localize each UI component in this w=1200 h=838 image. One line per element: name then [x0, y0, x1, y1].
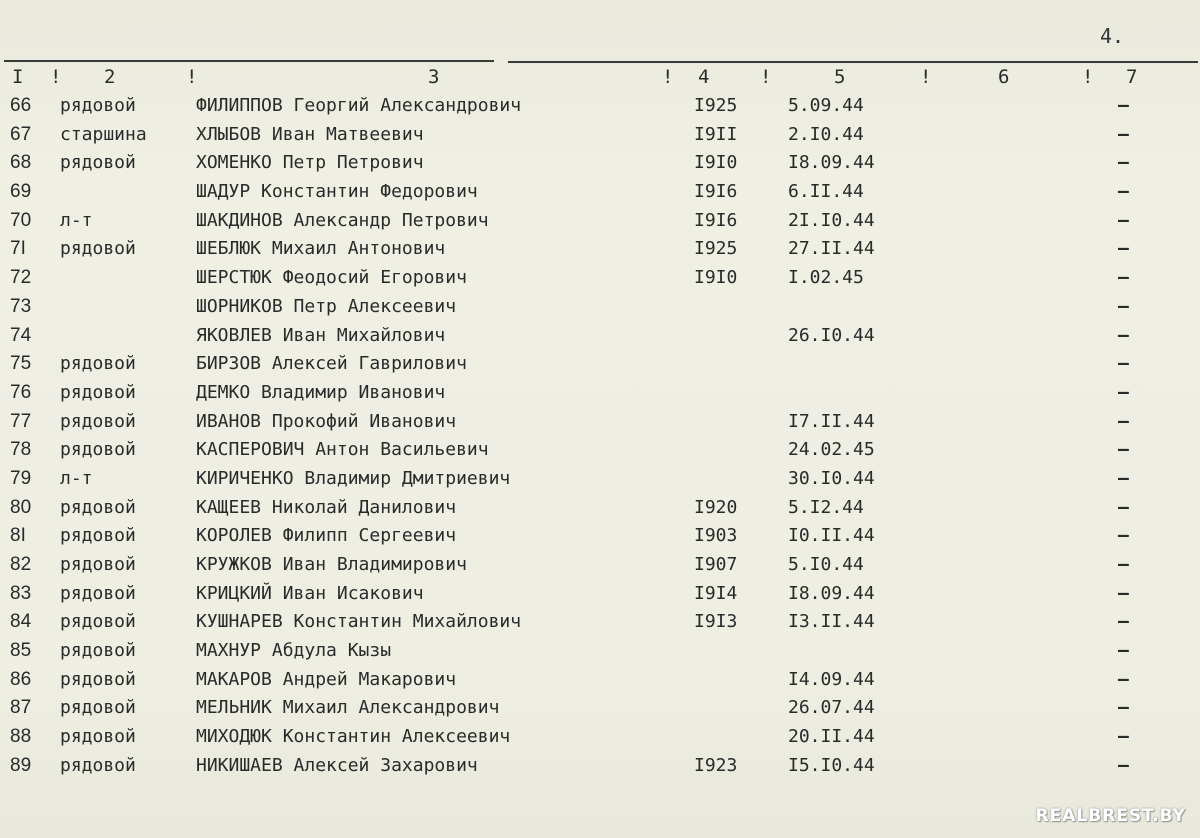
- rank-cell: рядовой: [60, 668, 136, 690]
- date-cell: 30.I0.44: [788, 467, 875, 489]
- name-cell: ШАКДИНОВ Александр Петрович: [196, 209, 489, 231]
- row-number: 68: [10, 152, 32, 174]
- table-row: [0, 637, 1200, 666]
- date-cell: 24.02.45: [788, 439, 875, 461]
- name-cell: ШАДУР Константин Федорович: [196, 181, 478, 203]
- row-number: 7I: [10, 238, 26, 260]
- row-number: 73: [10, 295, 32, 317]
- column7-cell: –: [1118, 267, 1129, 289]
- rank-cell: старшина: [60, 123, 147, 145]
- birth-year-cell: I907: [694, 554, 738, 575]
- row-number: 79: [10, 467, 32, 489]
- column-separator: !: [1082, 66, 1094, 88]
- name-cell: МАХНУР Абдула Кызы: [196, 640, 392, 662]
- rank-cell: рядовой: [60, 611, 136, 633]
- row-number: 83: [10, 582, 32, 604]
- rank-cell: рядовой: [60, 525, 136, 547]
- birth-year-cell: I9II: [694, 123, 738, 145]
- rank-cell: л-т: [60, 467, 93, 489]
- column7-cell: –: [1118, 582, 1129, 604]
- column7-cell: –: [1118, 554, 1129, 575]
- row-number: 74: [10, 324, 32, 346]
- name-cell: ЯКОВЛЕВ Иван Михайлович: [196, 324, 446, 346]
- row-number: 72: [10, 267, 32, 289]
- name-cell: МЕЛЬНИК Михаил Александрович: [196, 697, 500, 719]
- table-row: [0, 494, 1200, 523]
- birth-year-cell: I9I4: [694, 582, 738, 604]
- table-row: [0, 694, 1200, 723]
- date-cell: I8.09.44: [788, 582, 875, 604]
- table-header: [0, 64, 1200, 92]
- column7-cell: –: [1118, 324, 1129, 346]
- date-cell: 20.II.44: [788, 726, 875, 748]
- column7-cell: –: [1118, 353, 1129, 375]
- row-number: 87: [10, 697, 32, 719]
- name-cell: КРУЖКОВ Иван Владимирович: [196, 554, 467, 575]
- column7-cell: –: [1118, 295, 1129, 317]
- name-cell: ШОРНИКОВ Петр Алексеевич: [196, 295, 457, 317]
- name-cell: КИРИЧЕНКО Владимир Дмитриевич: [196, 467, 511, 489]
- date-cell: 5.I2.44: [788, 496, 864, 518]
- row-number: 77: [10, 410, 32, 432]
- rank-cell: рядовой: [60, 152, 136, 174]
- column7-cell: –: [1118, 152, 1129, 174]
- birth-year-cell: I903: [694, 525, 738, 547]
- birth-year-cell: I920: [694, 496, 738, 518]
- row-number: 75: [10, 353, 32, 375]
- birth-year-cell: I9I6: [694, 181, 738, 203]
- column-separator: !: [50, 66, 62, 88]
- column-header-7: 7: [1126, 66, 1138, 88]
- birth-year-cell: I9I6: [694, 209, 738, 231]
- column7-cell: –: [1118, 640, 1129, 662]
- date-cell: I5.I0.44: [788, 754, 875, 776]
- table-row: [0, 522, 1200, 551]
- column7-cell: –: [1118, 467, 1129, 489]
- date-cell: 6.II.44: [788, 181, 864, 203]
- rank-cell: рядовой: [60, 640, 136, 662]
- rank-cell: рядовой: [60, 754, 136, 776]
- date-cell: 26.I0.44: [788, 324, 875, 346]
- column-header-6: 6: [998, 66, 1010, 88]
- rank-cell: л-т: [60, 209, 93, 231]
- birth-year-cell: I923: [694, 754, 738, 776]
- birth-year-cell: I925: [694, 95, 738, 116]
- column7-cell: –: [1118, 95, 1129, 116]
- table-row: [0, 436, 1200, 465]
- date-cell: 26.07.44: [788, 697, 875, 719]
- watermark-logo: REALBREST.BY: [1035, 806, 1186, 826]
- table-row: [0, 92, 1200, 121]
- rank-cell: рядовой: [60, 410, 136, 432]
- date-cell: I3.II.44: [788, 611, 875, 633]
- column7-cell: –: [1118, 754, 1129, 776]
- column-header-3: 3: [428, 66, 440, 88]
- column7-cell: –: [1118, 525, 1129, 547]
- name-cell: ДЕМКО Владимир Иванович: [196, 381, 446, 403]
- row-number: 8I: [10, 525, 26, 547]
- row-number: 84: [10, 611, 32, 633]
- date-cell: 27.II.44: [788, 238, 875, 260]
- rank-cell: рядовой: [60, 554, 136, 575]
- table-row: [0, 465, 1200, 494]
- table-row: [0, 235, 1200, 264]
- date-cell: I8.09.44: [788, 152, 875, 174]
- column7-cell: –: [1118, 209, 1129, 231]
- row-number: 76: [10, 381, 32, 403]
- table-row: [0, 551, 1200, 580]
- column7-cell: –: [1118, 123, 1129, 145]
- name-cell: КРИЦКИЙ Иван Исакович: [196, 582, 424, 604]
- column7-cell: –: [1118, 697, 1129, 719]
- date-cell: I4.09.44: [788, 668, 875, 690]
- name-cell: КАСПЕРОВИЧ Антон Васильевич: [196, 439, 489, 461]
- date-cell: 2I.I0.44: [788, 209, 875, 231]
- rank-cell: рядовой: [60, 381, 136, 403]
- name-cell: ИВАНОВ Прокофий Иванович: [196, 410, 457, 432]
- column7-cell: –: [1118, 726, 1129, 748]
- column-separator: !: [920, 66, 932, 88]
- row-number: 86: [10, 668, 32, 690]
- table-row: [0, 322, 1200, 351]
- birth-year-cell: I9I0: [694, 152, 738, 174]
- column7-cell: –: [1118, 611, 1129, 633]
- name-cell: МАКАРОВ Андрей Макарович: [196, 668, 457, 690]
- name-cell: КУШНАРЕВ Константин Михайлович: [196, 611, 522, 633]
- row-number: 78: [10, 439, 32, 461]
- page-number: 4.: [1100, 24, 1125, 48]
- date-cell: 5.I0.44: [788, 554, 864, 575]
- column7-cell: –: [1118, 181, 1129, 203]
- row-number: 69: [10, 181, 32, 203]
- column7-cell: –: [1118, 381, 1129, 403]
- table-row: [0, 379, 1200, 408]
- name-cell: КАЩЕЕВ Николай Данилович: [196, 496, 457, 518]
- row-number: 80: [10, 496, 32, 518]
- table-row: [0, 608, 1200, 637]
- table-body: [0, 92, 1200, 781]
- column7-cell: –: [1118, 238, 1129, 260]
- birth-year-cell: I925: [694, 238, 738, 260]
- table-row: [0, 178, 1200, 207]
- row-number: 88: [10, 726, 32, 748]
- table-row: [0, 580, 1200, 609]
- name-cell: КОРОЛЕВ Филипп Сергеевич: [196, 525, 457, 547]
- date-cell: I.02.45: [788, 267, 864, 289]
- column-header-5: 5: [834, 66, 846, 88]
- row-number: 67: [10, 123, 32, 145]
- table-row: [0, 264, 1200, 293]
- rank-cell: рядовой: [60, 697, 136, 719]
- row-number: 82: [10, 554, 32, 575]
- table-row: [0, 293, 1200, 322]
- column-separator: !: [760, 66, 772, 88]
- column7-cell: –: [1118, 410, 1129, 432]
- rank-cell: рядовой: [60, 238, 136, 260]
- name-cell: ШЕБЛЮК Михаил Антонович: [196, 238, 446, 260]
- date-cell: I7.II.44: [788, 410, 875, 432]
- rank-cell: рядовой: [60, 95, 136, 116]
- name-cell: МИХОДЮК Константин Алексеевич: [196, 726, 511, 748]
- column7-cell: –: [1118, 668, 1129, 690]
- column-header-2: 2: [104, 66, 116, 88]
- column-separator: !: [662, 66, 674, 88]
- column-header-1: I: [12, 66, 24, 88]
- name-cell: ШЕРСТЮК Феодосий Егорович: [196, 267, 467, 289]
- table-row: [0, 149, 1200, 178]
- name-cell: ФИЛИППОВ Георгий Александрович: [196, 95, 522, 116]
- table-row: [0, 350, 1200, 379]
- table-row: [0, 121, 1200, 150]
- row-number: 89: [10, 754, 32, 776]
- table-row: [0, 207, 1200, 236]
- rank-cell: рядовой: [60, 582, 136, 604]
- header-rule-right: [508, 61, 1198, 63]
- header-rule-left: [4, 60, 494, 62]
- rank-cell: рядовой: [60, 726, 136, 748]
- date-cell: I0.II.44: [788, 525, 875, 547]
- table-row: [0, 666, 1200, 695]
- name-cell: ХОМЕНКО Петр Петрович: [196, 152, 424, 174]
- rank-cell: рядовой: [60, 496, 136, 518]
- row-number: 70: [10, 209, 32, 231]
- name-cell: ХЛЫБОВ Иван Матвеевич: [196, 123, 424, 145]
- rank-cell: рядовой: [60, 439, 136, 461]
- date-cell: 5.09.44: [788, 95, 864, 116]
- date-cell: 2.I0.44: [788, 123, 864, 145]
- name-cell: БИРЗОВ Алексей Гаврилович: [196, 353, 467, 375]
- birth-year-cell: I9I0: [694, 267, 738, 289]
- table-row: [0, 723, 1200, 752]
- table-row: [0, 408, 1200, 437]
- column-separator: !: [186, 66, 198, 88]
- name-cell: НИКИШАЕВ Алексей Захарович: [196, 754, 478, 776]
- column-header-4: 4: [698, 66, 710, 88]
- row-number: 66: [10, 95, 32, 116]
- table-row: [0, 752, 1200, 781]
- column7-cell: –: [1118, 439, 1129, 461]
- birth-year-cell: I9I3: [694, 611, 738, 633]
- column7-cell: –: [1118, 496, 1129, 518]
- row-number: 85: [10, 640, 32, 662]
- rank-cell: рядовой: [60, 353, 136, 375]
